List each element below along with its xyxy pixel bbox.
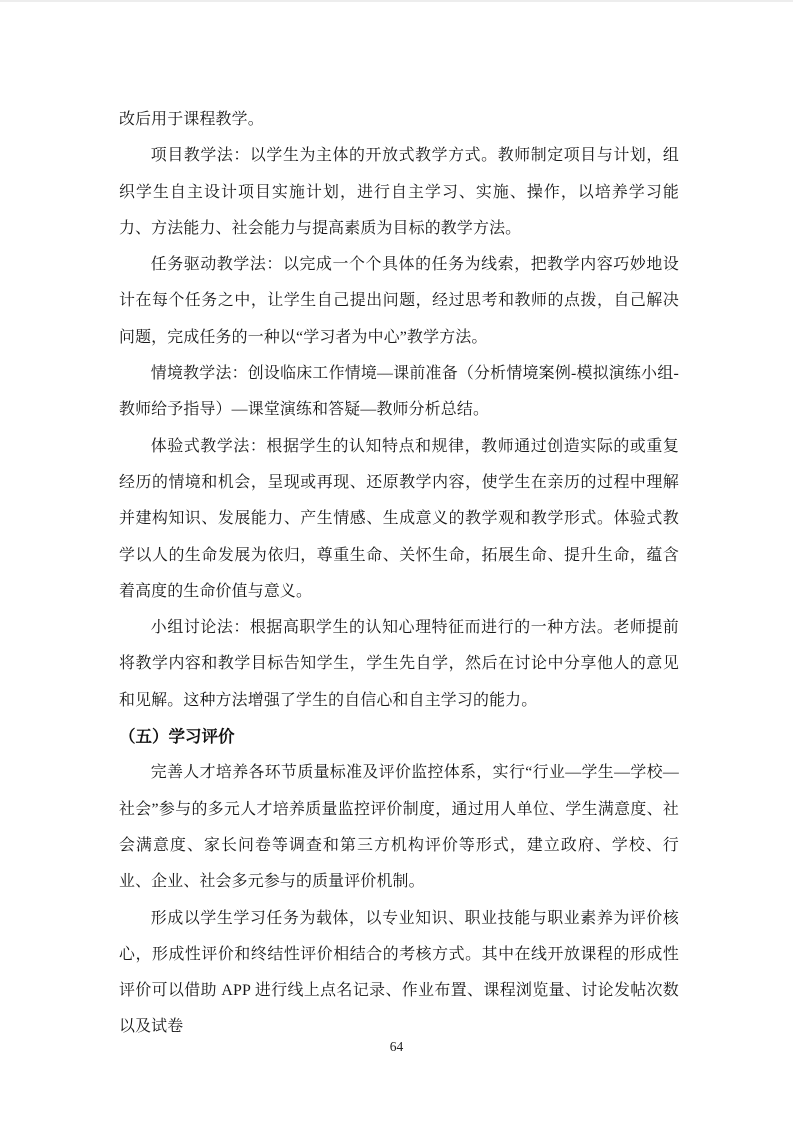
page-number: 64 xyxy=(389,1039,404,1054)
paragraph-experiential-teaching-method: 体验式教学法：根据学生的认知特点和规律，教师通过创造实际的或重复经历的情境和机会，呈现或再现、还原教学内容，使学生在亲历的过程中理解并建构知识、发展能力、产生情感、生成意义的教学观和教学形式。体验式教学以人的生命发展为依归，尊重生命、关怀生命，拓展生命、提升生命，蕴含着高度的生命价值与意义。 xyxy=(119,437,679,600)
paragraph-evaluation-monitoring-system: 完善人才培养各环节质量标准及评价监控体系，实行“行业—学生—学校—社会”参与的多元人才培养质量监控评价制度，通过用人单位、学生满意度、社会满意度、家长问卷等调查和第三方机构评价等形式，建立政府、学校、行业、企业、社会多元参与的质量评价机制。 xyxy=(119,764,679,891)
paragraph-task-driven-method: 任务驱动教学法：以完成一个个具体的任务为线索，把教学内容巧妙地设计在每个任务之中，让学生自己提出问题，经过思考和教师的点拨，自己解决问题，完成任务的一种以“学习者为中心”教学方法。 xyxy=(119,256,679,346)
paragraph-project-teaching-method: 项目教学法：以学生为主体的开放式教学方式。教师制定项目与计划，组织学生自主设计项目实施计划，进行自主学习、实施、操作，以培养学习能力、方法能力、社会能力与提高素质为目标的教学方法。 xyxy=(119,147,679,237)
paragraph-assessment-method: 形成以学生学习任务为载体，以专业知识、职业技能与职业素养为评价核心，形成性评价和终结性评价相结合的考核方式。其中在线开放课程的形成性评价可以借助 APP 进行线上点名记录、作业布置、课程浏览量、讨论发帖次数以及试卷 xyxy=(119,909,679,1036)
paragraph-group-discussion-method: 小组讨论法：根据高职学生的认知心理特征而进行的一种方法。老师提前将教学内容和教学目标告知学生，学生先自学，然后在讨论中分享他人的意见和见解。这种方法增强了学生的自信心和自主学习的能力。 xyxy=(119,619,679,709)
document-body xyxy=(119,102,679,1046)
section-heading-learning-evaluation: （五）学习评价 xyxy=(119,728,235,747)
paragraph-situational-teaching-method: 情境教学法：创设临床工作情境—课前准备（分析情境案例-模拟演练小组-教师给予指导）—课堂演练和答疑—教师分析总结。 xyxy=(119,365,679,419)
page-footer xyxy=(0,1038,793,1056)
paragraph-continuation: 改后用于课程教学。 xyxy=(119,111,264,128)
